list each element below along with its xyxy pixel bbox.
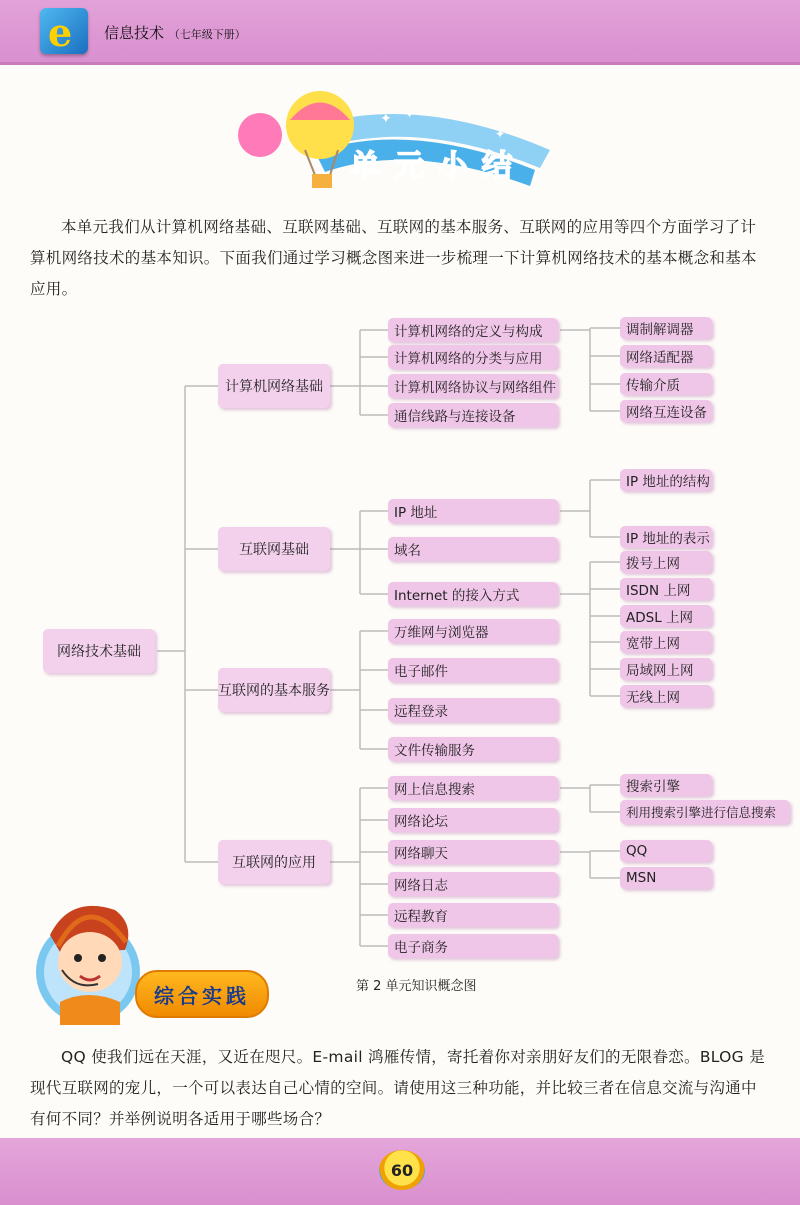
practice-title: 综合实践 (135, 970, 269, 1018)
concept-node: Internet 的接入方式 (388, 582, 558, 606)
concept-node: 网络论坛 (388, 808, 558, 832)
svg-text:✦: ✦ (405, 108, 415, 121)
banner-title: 单元小结 (350, 149, 526, 184)
intro-paragraph: 本单元我们从计算机网络基础、互联网基础、互联网的基本服务、互联网的应用等四个方面学习了计算机网络技术的基本知识。下面我们通过学习概念图来进一步梳理一下计算机网络技术的基本概念和基本应用。 (30, 218, 757, 298)
concept-map-caption: 第 2 单元知识概念图 (356, 979, 477, 994)
book-grade: （七年级下册） (168, 28, 246, 41)
branch-network-basics: 计算机网络基础 (218, 364, 330, 408)
detail-node: 网络互连设备 (620, 400, 712, 422)
practice-paragraph: QQ 使我们远在天涯，又近在咫尺。E-mail 鸿雁传情，寄托着你对亲朋好友们的无限眷恋。BLOG 是现代互联网的宠儿，一个可以表达自己心情的空间。请使用这三种功能，并比较三者在信息交流与沟通中有何不同？并举例说明各适用于哪些场合？ (30, 1048, 766, 1128)
concept-node: 网络聊天 (388, 840, 558, 864)
concept-node: 计算机网络的定义与构成 (388, 318, 558, 342)
detail-node: IP 地址的结构 (620, 469, 712, 491)
concept-node: 计算机网络协议与网络组件 (388, 374, 558, 398)
ie-logo-icon: e (40, 8, 88, 54)
detail-node: 调制解调器 (620, 317, 712, 339)
concept-node: 通信线路与连接设备 (388, 403, 558, 427)
branch-internet-basics: 互联网基础 (218, 527, 330, 571)
book-title: 信息技术 （七年级下册） (104, 24, 246, 42)
page-number: 60 (379, 1150, 425, 1190)
branch-internet-services: 互联网的基本服务 (218, 668, 330, 712)
detail-node: 利用搜索引擎进行信息搜索 (620, 800, 790, 824)
concept-node: 计算机网络的分类与应用 (388, 345, 558, 369)
detail-node: MSN (620, 867, 712, 889)
detail-node: 无线上网 (620, 685, 712, 707)
detail-node: QQ (620, 840, 712, 862)
concept-node: 电子商务 (388, 934, 558, 958)
root-node: 网络技术基础 (43, 629, 155, 673)
concept-node: 网络日志 (388, 872, 558, 896)
concept-node: IP 地址 (388, 499, 558, 523)
detail-node: 宽带上网 (620, 631, 712, 653)
svg-text:✦: ✦ (495, 127, 506, 141)
concept-node: 文件传输服务 (388, 737, 558, 761)
svg-text:✦: ✦ (380, 111, 392, 127)
detail-node: 网络适配器 (620, 345, 712, 367)
detail-node: ADSL 上网 (620, 605, 712, 627)
concept-node: 域名 (388, 537, 558, 561)
detail-node: IP 地址的表示 (620, 526, 712, 548)
concept-node: 万维网与浏览器 (388, 619, 558, 643)
detail-node: 传输介质 (620, 373, 712, 395)
concept-node: 网上信息搜索 (388, 776, 558, 800)
detail-node: 局域网上网 (620, 658, 712, 680)
detail-node: 拨号上网 (620, 551, 712, 573)
detail-node: 搜索引擎 (620, 774, 712, 796)
boy-with-headset-icon (20, 880, 150, 1030)
concept-node: 远程教育 (388, 903, 558, 927)
concept-node: 远程登录 (388, 698, 558, 722)
branch-internet-applications: 互联网的应用 (218, 840, 330, 884)
detail-node: ISDN 上网 (620, 578, 712, 600)
concept-node: 电子邮件 (388, 658, 558, 682)
